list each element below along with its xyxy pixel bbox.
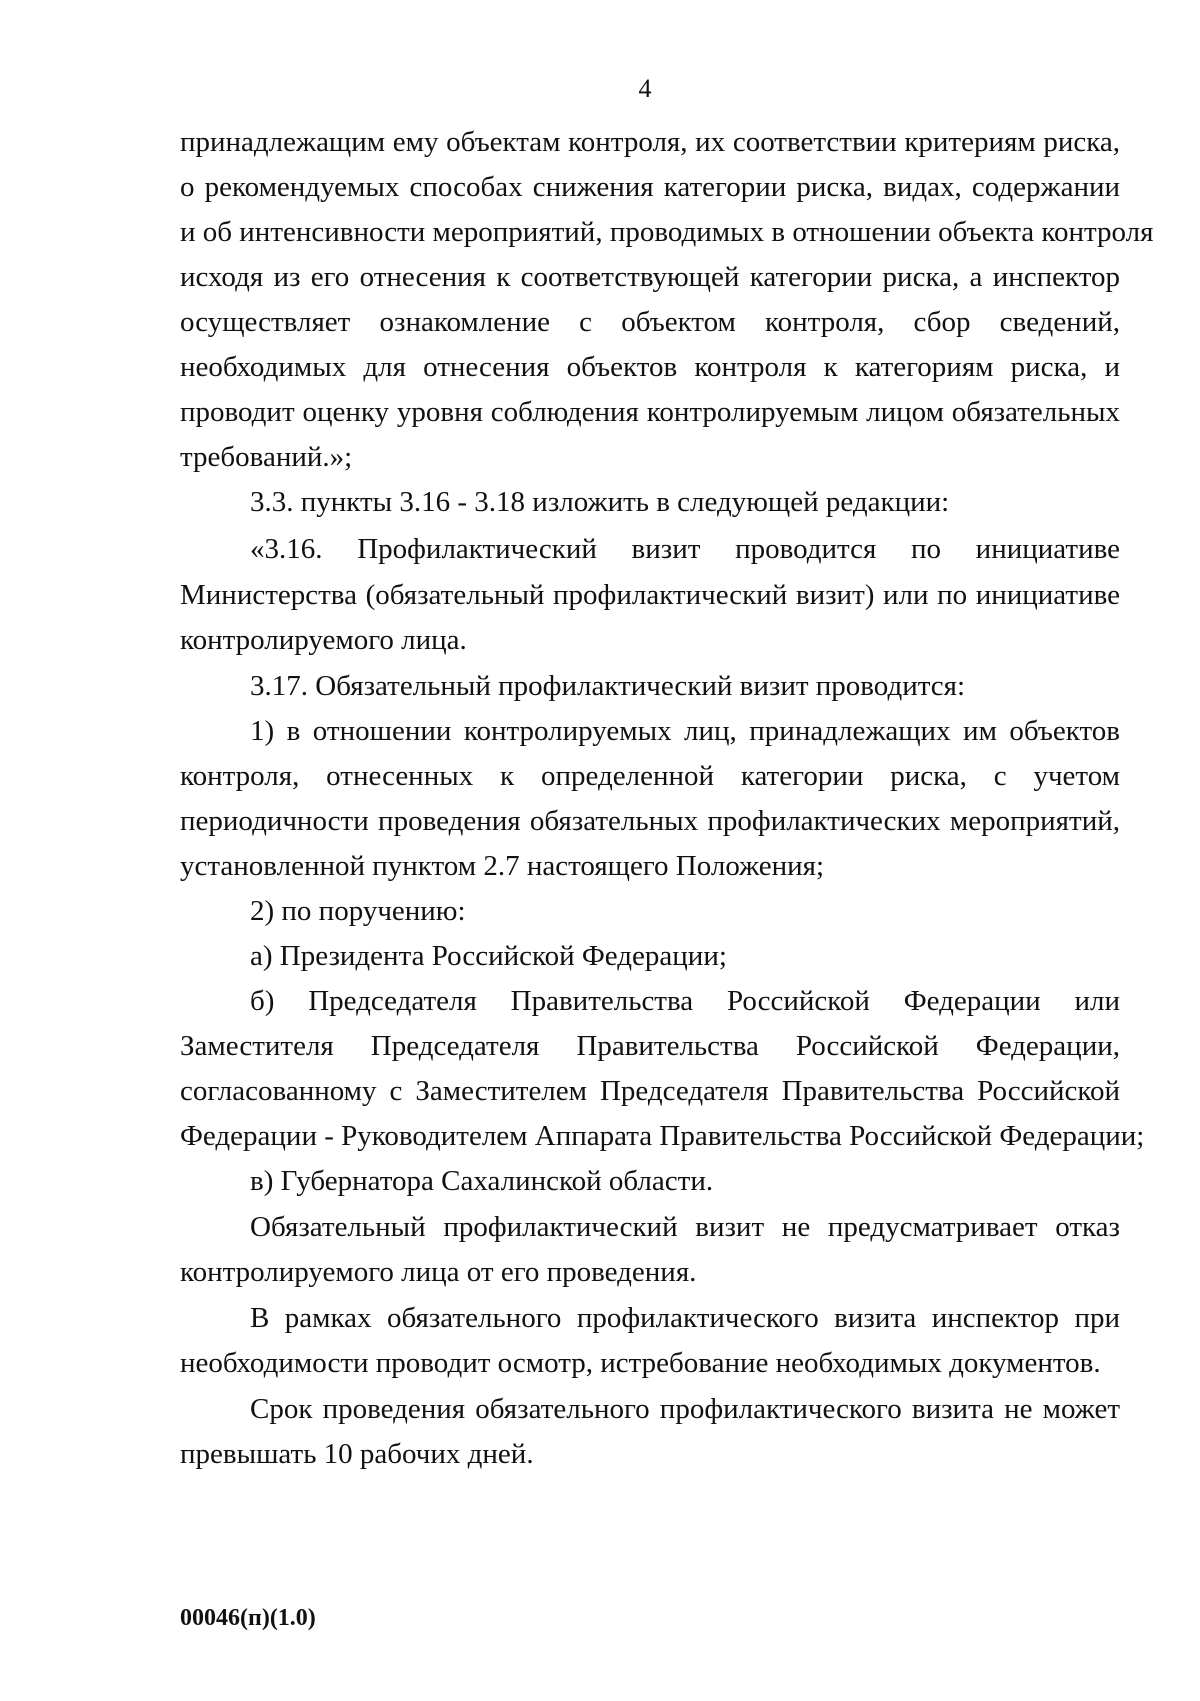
text-line: периодичности проведения обязательных профилактических мероприятий,: [180, 805, 1120, 837]
text-line: а) Президента Российской Федерации;: [250, 940, 727, 972]
text-line: Федерации - Руководителем Аппарата Правительства Российской Федерации;: [180, 1120, 1145, 1152]
text-line: требований.»;: [180, 441, 353, 473]
text-line: осуществляет ознакомление с объектом контроля, сбор сведений,: [180, 306, 1120, 338]
text-line: необходимых для отнесения объектов контроля к категориям риска, и: [180, 351, 1120, 383]
text-line: Обязательный профилактический визит не предусматривает отказ: [250, 1211, 1120, 1243]
text-line: установленной пунктом 2.7 настоящего Положения;: [180, 850, 825, 882]
text-line: в) Губернатора Сахалинской области.: [250, 1165, 714, 1197]
text-line: Срок проведения обязательного профилактического визита не может: [250, 1393, 1120, 1425]
text-line: 3.3. пункты 3.16 - 3.18 изложить в следующей редакции:: [250, 486, 950, 518]
text-line: б) Председателя Правительства Российской Федерации или: [250, 985, 1120, 1017]
text-line: В рамках обязательного профилактического визита инспектор при: [250, 1302, 1120, 1334]
text-line: превышать 10 рабочих дней.: [180, 1438, 534, 1470]
text-line: проводит оценку уровня соблюдения контролируемым лицом обязательных: [180, 396, 1120, 428]
text-line: и об интенсивности мероприятий, проводимых в отношении объекта контроля: [180, 216, 1154, 248]
text-line: контролируемого лица.: [180, 624, 467, 656]
text-line: о рекомендуемых способах снижения категории риска, видах, содержании: [180, 171, 1120, 203]
text-line: «3.16. Профилактический визит проводится по инициативе: [250, 533, 1120, 565]
text-line: Министерства (обязательный профилактический визит) или по инициативе: [180, 579, 1120, 611]
text-line: Заместителя Председателя Правительства Российской Федерации,: [180, 1030, 1120, 1062]
text-line: контроля, отнесенных к определенной категории риска, с учетом: [180, 760, 1120, 792]
text-line: 1) в отношении контролируемых лиц, принадлежащих им объектов: [250, 715, 1120, 747]
text-line: принадлежащим ему объектам контроля, их соответствии критериям риска,: [180, 126, 1120, 158]
text-line: контролируемого лица от его проведения.: [180, 1256, 697, 1288]
text-line: необходимости проводит осмотр, истребование необходимых документов.: [180, 1347, 1101, 1379]
text-line: исходя из его отнесения к соответствующей категории риска, а инспектор: [180, 261, 1120, 293]
text-line: 2) по поручению:: [250, 895, 466, 927]
page-number: 4: [638, 74, 652, 103]
document-code: 00046(п)(1.0): [180, 1605, 316, 1631]
text-line: согласованному с Заместителем Председателя Правительства Российской: [180, 1075, 1120, 1107]
text-line: 3.17. Обязательный профилактический визит проводится:: [250, 670, 966, 702]
